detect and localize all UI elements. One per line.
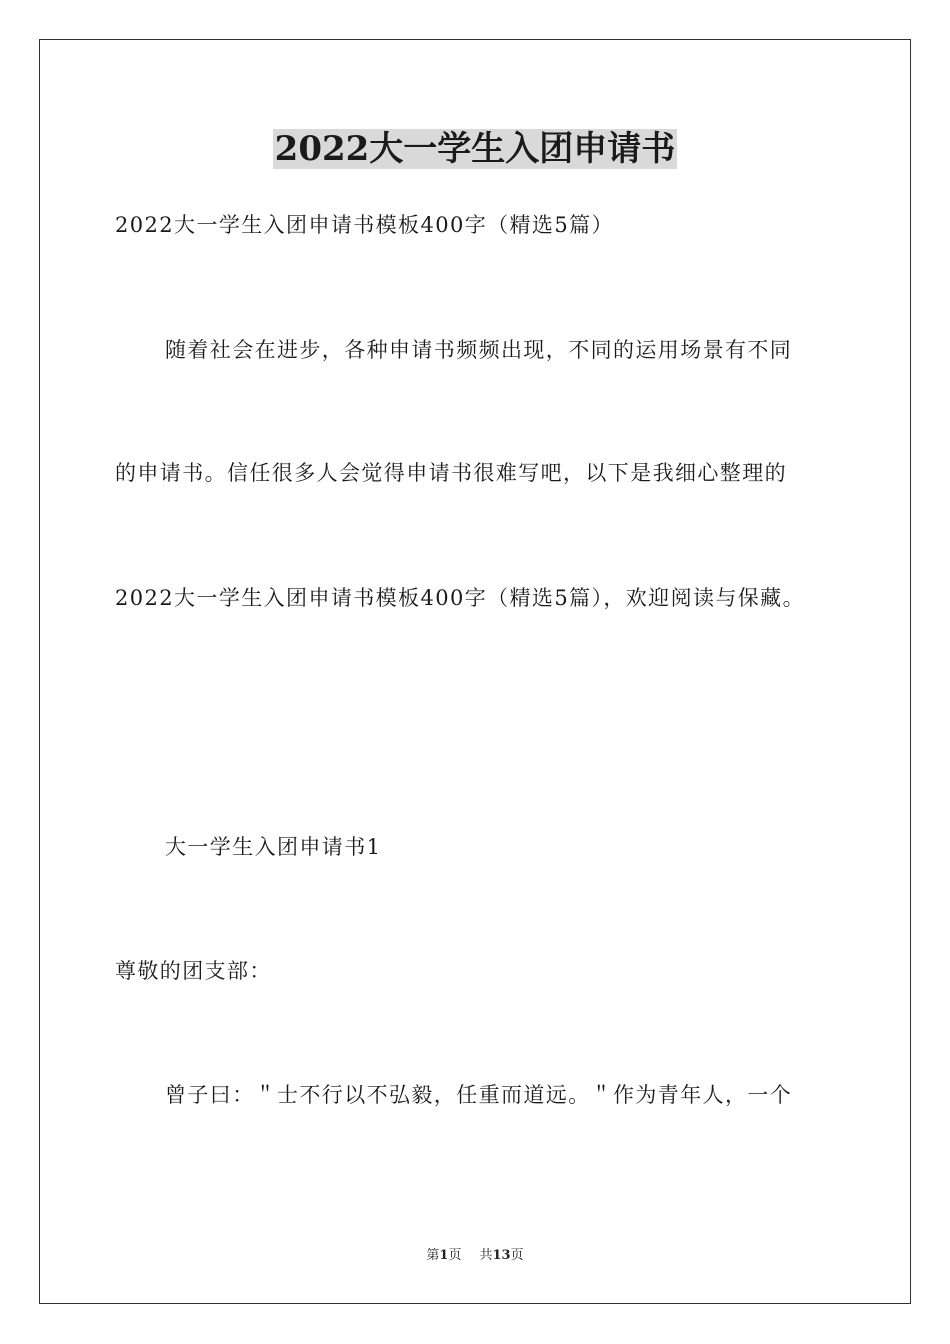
document-title-text: 2022大一学生入团申请书 — [274, 129, 676, 169]
paragraph-line: 2022大一学生入团申请书模板400字（精选5篇），欢迎阅读与保藏。 — [115, 586, 805, 610]
footer-total-prefix: 共 — [479, 1248, 493, 1263]
section-heading: 大一学生入团申请书1 — [165, 835, 382, 859]
footer-total-unit: 页 — [510, 1248, 524, 1263]
footer-page-prefix: 第 — [426, 1248, 440, 1263]
subtitle-line: 2022大一学生入团申请书模板400字（精选5篇） — [115, 213, 614, 237]
page-footer — [0, 1247, 950, 1265]
paragraph-line: 的申请书。信任很多人会觉得申请书很难写吧，以下是我细心整理的 — [115, 461, 787, 485]
paragraph-line: 随着社会在进步，各种申请书频频出现，不同的运用场景有不同 — [165, 338, 793, 362]
document-title — [0, 127, 950, 171]
footer-page-total: 13 — [492, 1248, 511, 1263]
paragraph-line: 曾子曰：＂士不行以不弘毅，任重而道远。＂作为青年人，一个 — [165, 1083, 793, 1107]
salutation: 尊敬的团支部： — [115, 959, 272, 983]
footer-page-current: 1 — [439, 1248, 449, 1263]
footer-page-unit: 页 — [448, 1248, 462, 1263]
